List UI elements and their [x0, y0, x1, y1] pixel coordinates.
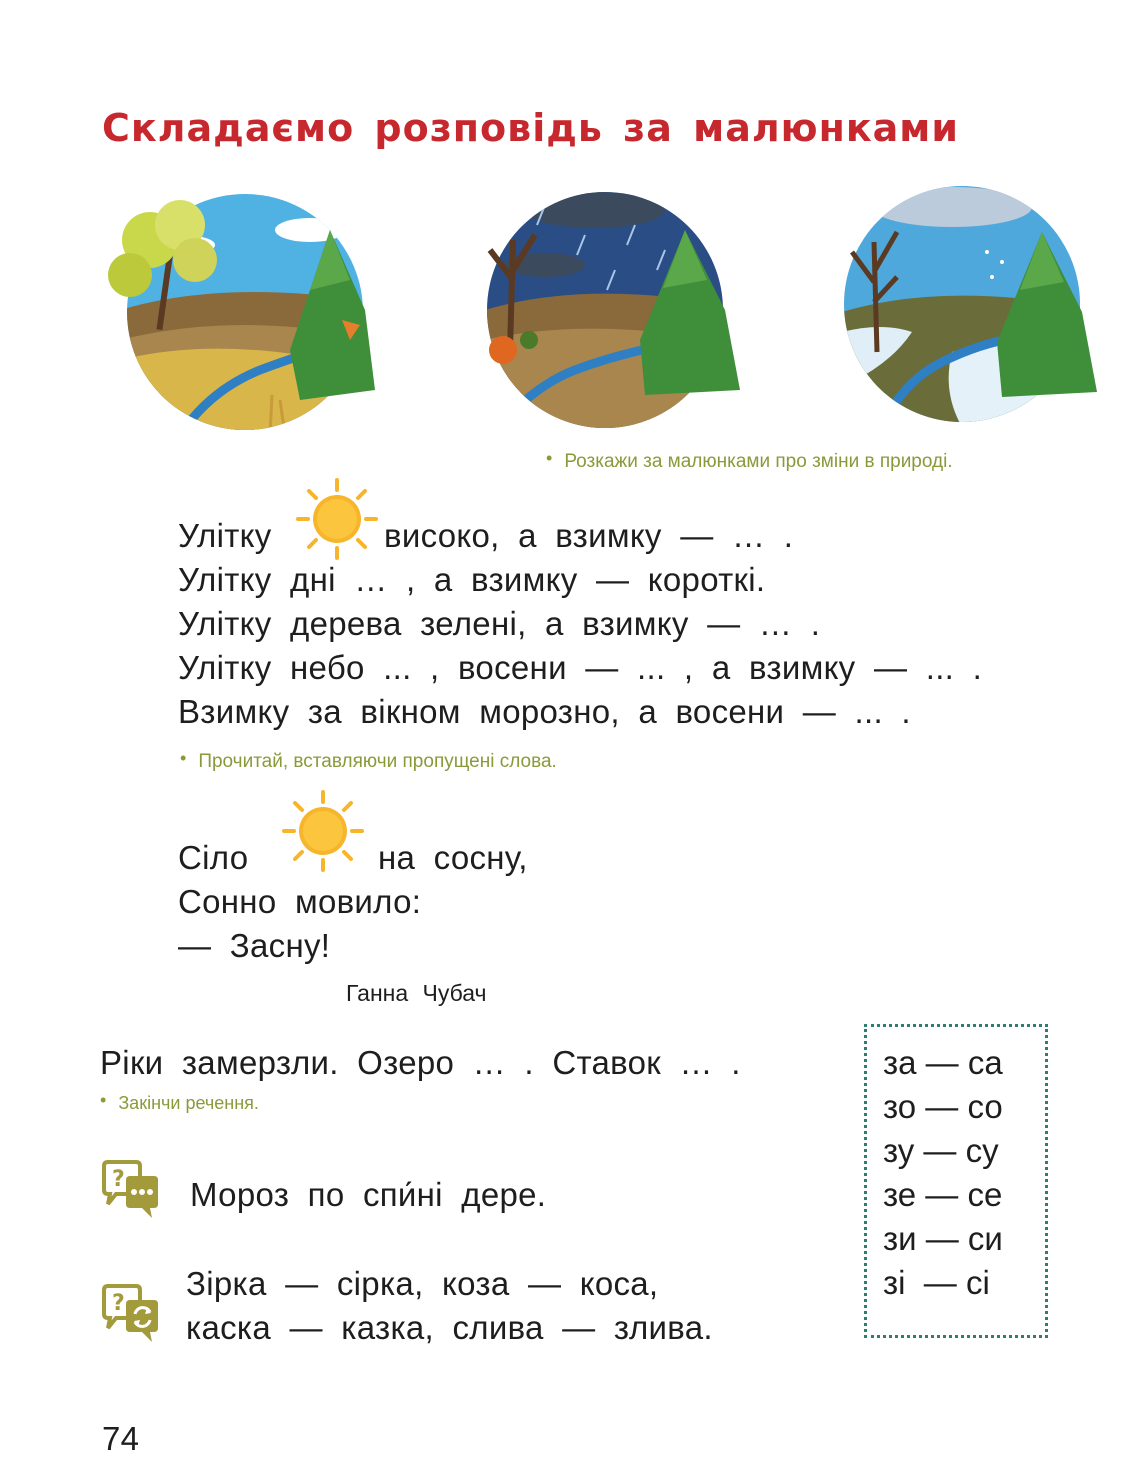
syllable-pair: зи — си [883, 1220, 1003, 1257]
poem-line1-end: на сосну, [378, 839, 528, 876]
poem-author: Ганна Чубач [346, 980, 487, 1006]
sun-icon [294, 476, 380, 567]
exercise1-line3: Улітку дерева зелені, а взимку — … . [178, 605, 821, 642]
exercise1-line2: Улітку дні … , а взимку — короткі. [178, 561, 766, 598]
syllable-pair: зі — сі [883, 1264, 990, 1301]
autumn-scene [455, 180, 755, 430]
bullet-icon: • [546, 448, 553, 468]
svg-text:?: ? [112, 1167, 125, 1192]
exercise1-line1-end: високо, а взимку — … . [384, 517, 794, 554]
exercise1-line4: Улітку небо ... , восени — ... , а взимку — ... . [178, 649, 983, 686]
syllable-pair: зе — се [883, 1176, 1003, 1213]
page-title: Складаємо розповідь за малюнками [102, 106, 959, 150]
poem-line3: — Засну! [178, 927, 331, 964]
bullet-icon: • [100, 1090, 107, 1110]
question-refresh-icon [100, 1284, 162, 1349]
bullet-icon: • [180, 748, 187, 768]
sun-icon [280, 788, 366, 879]
page-number: 74 [102, 1420, 140, 1457]
svg-text:?: ? [112, 1291, 125, 1316]
exercise2-text: Ріки замерзли. Озеро … . Ставок … . [100, 1044, 741, 1081]
exercise1-line5: Взимку за вікном морозно, а восени — ... . [178, 693, 911, 730]
late-summer-scene [100, 190, 400, 435]
poem-line2: Сонно мовило: [178, 883, 422, 920]
syllable-pair: за — са [883, 1044, 1003, 1081]
exercise1-line1-start: Улітку [178, 517, 272, 554]
hint-read: • Прочитай, вставляючи пропущені слова. [180, 748, 557, 772]
pairs-line2: каска — казка, слива — злива. [186, 1309, 713, 1346]
syllable-pair: зо — со [883, 1088, 1003, 1125]
pairs-line1: Зірка — сірка, коза — коса, [186, 1265, 659, 1302]
question-chat-icon [100, 1160, 162, 1225]
winter-scene [822, 182, 1112, 427]
syllable-pair: зу — су [883, 1132, 999, 1169]
riddle-text: Мороз по спи́ні дере. [190, 1176, 547, 1213]
poem-line1-start: Сіло [178, 839, 249, 876]
hint-finish: • Закінчи речення. [100, 1090, 259, 1113]
hint-pictures: • Розкажи за малюнками про зміни в природі. [546, 448, 953, 472]
